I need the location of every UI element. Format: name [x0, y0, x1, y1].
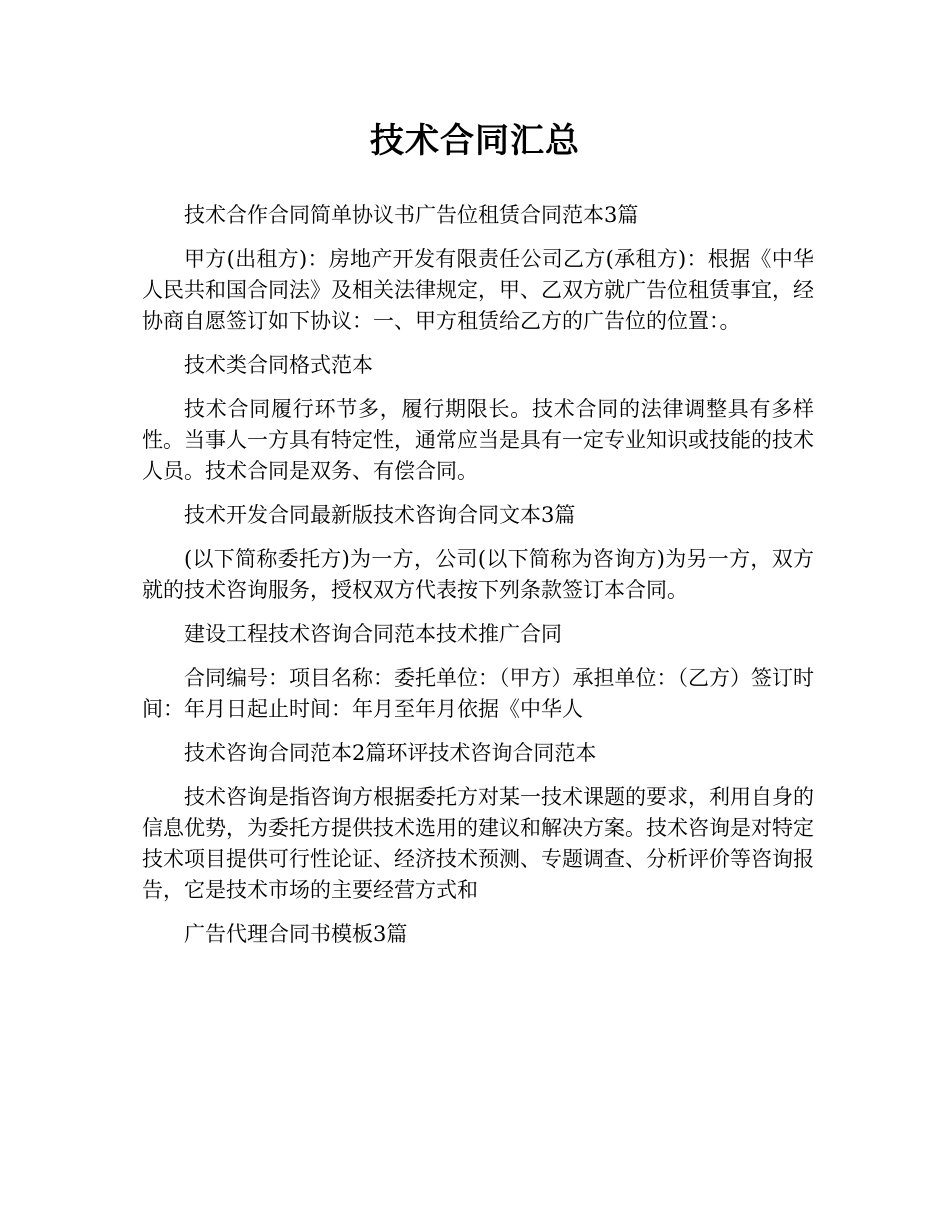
- body-paragraph: 甲方(出租方)：房地产开发有限责任公司乙方(承租方)：根据《中华人民共和国合同法》及相关法律规定，甲、乙双方就广告位租赁事宜，经协商自愿签订如下协议：一、甲方租赁给乙方的广告位的位置：。: [142, 247, 814, 333]
- body-paragraph: 技术咨询是指咨询方根据委托方对某一技术课题的要求，利用自身的信息优势，为委托方提供技术选用的建议和解决方案。技术咨询是对特定技术项目提供可行性论证、经济技术预测、专题调查、分析评价等咨询报告，它是技术市场的主要经营方式和: [142, 785, 814, 902]
- document-title: 技术合同汇总: [370, 121, 580, 161]
- section-heading: 技术咨询合同范本2篇环评技术咨询合同范本: [184, 741, 597, 765]
- section-heading: 广告代理合同书模板3篇: [184, 922, 408, 946]
- section-heading: 技术开发合同最新版技术咨询合同文本3篇: [184, 503, 576, 527]
- body-paragraph: (以下简称委托方)为一方，公司(以下简称为咨询方)为另一方，双方就的技术咨询服务，授权双方代表按下列条款签订本合同。: [142, 547, 814, 602]
- body-paragraph: 合同编号：项目名称：委托单位：（甲方）承担单位：（乙方）签订时间：年月日起止时间：年月至年月依据《中华人: [142, 666, 814, 721]
- section-heading: 技术合作合同简单协议书广告位租赁合同范本3篇: [184, 203, 639, 227]
- section-heading: 技术类合同格式范本: [184, 353, 373, 377]
- section-heading: 建设工程技术咨询合同范本技术推广合同: [184, 622, 562, 646]
- document-body: [142, 200, 814, 963]
- body-paragraph: 技术合同履行环节多，履行期限长。技术合同的法律调整具有多样性。当事人一方具有特定性，通常应当是具有一定专业知识或技能的技术人员。技术合同是双务、有偿合同。: [142, 397, 814, 483]
